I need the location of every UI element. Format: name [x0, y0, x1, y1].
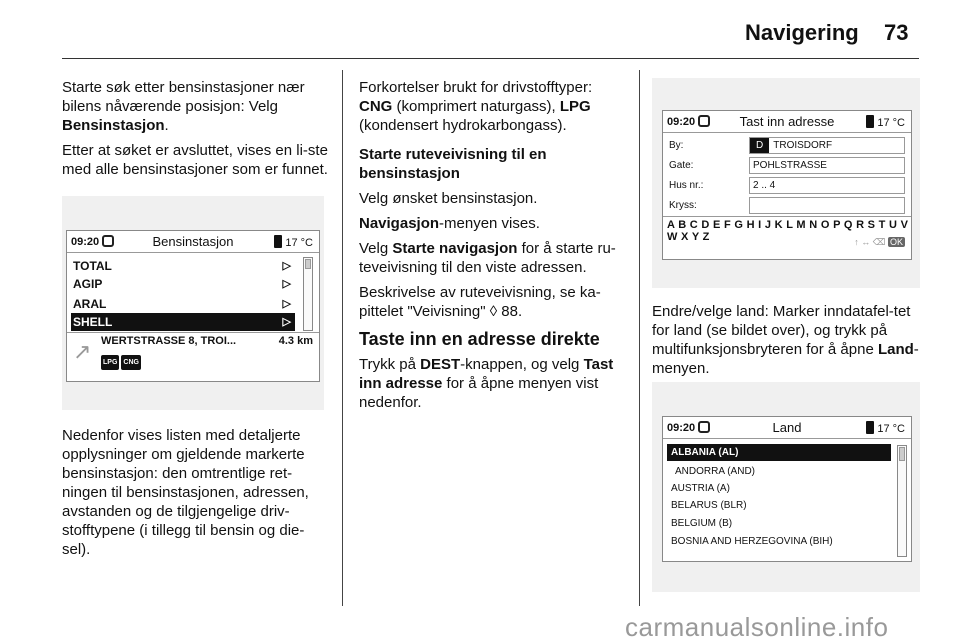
station-address: WERTSTRASSE 8, TROI... — [101, 335, 237, 347]
column-3 — [652, 302, 920, 384]
header-rule — [62, 58, 919, 59]
field-street[interactable]: Gate: POHLSTRASSE — [667, 157, 905, 175]
option-bensinstasjon: Bensinstasjon — [62, 117, 165, 134]
bensinstasjon-screen — [66, 230, 320, 382]
arrow-right-icon: ▷ — [282, 260, 291, 272]
paragraph-dest-button: Trykk på DEST-knappen, og velg Tast inn adresse for å åpne menyen vist nedenfor. — [359, 356, 614, 411]
status-bar: 09:20 Bensinstasjon 17 °C — [67, 231, 319, 253]
arrow-right-icon: ▷ — [282, 316, 291, 328]
screenshot-land — [652, 382, 920, 592]
address-entry-screen — [662, 110, 912, 260]
fuel-badge-lpg: LPG — [101, 355, 119, 370]
page-number: 73 — [884, 20, 909, 45]
paragraph-abbreviations: Forkortelser brukt for drivstofftyper: CNG (komprimert naturgass), LPG (kondensert hydrokarbongass). — [359, 79, 593, 134]
screenshot-tast-inn-adresse — [652, 78, 920, 288]
divider — [67, 332, 319, 333]
list-item-total[interactable]: TOTAL ▷ — [73, 259, 291, 273]
paragraph-details: Nedenfor vises listen med detaljerte opplysninger om gjeldende markerte bensinstasjon: den omtrentlige ret-ningen til bensinstasjonen, adressen, avstanden og de tilgjengelige driv-stofftypene (i tillegg til bensin og die-sel). — [62, 427, 309, 558]
scrollbar-thumb[interactable] — [305, 259, 311, 269]
paragraph-gas-search: Starte søk etter bensinstasjoner nær bilens nåværende posisjon: Velg Bensinstasjon. — [62, 79, 305, 134]
arrow-right-icon: ▷ — [282, 298, 291, 310]
speller-controls — [854, 237, 905, 248]
divider — [663, 216, 911, 217]
scrollbar[interactable] — [303, 257, 313, 331]
paragraph-list-shown: Etter at søket er avsluttet, vises en li-ste med alle bensinstasjoner som er funnet. — [62, 142, 328, 178]
screen-title: Tast inn adresse — [739, 114, 835, 129]
list-item-austria[interactable]: AUSTRIA (A) — [671, 483, 730, 494]
direction-arrow-icon: ↗ — [73, 339, 92, 364]
list-item-belarus[interactable]: BELARUS (BLR) — [671, 500, 747, 511]
scrollbar-thumb[interactable] — [899, 447, 905, 461]
phone-icon — [866, 421, 874, 434]
paragraph-route-description: Beskrivelse av ruteveivisning, se ka-pittelet "Veivisning" ◊ 88. — [359, 284, 601, 320]
field-crossing[interactable]: Kryss: — [667, 197, 905, 215]
alphabet-selector[interactable]: A B C D E F G H I J K L M N O P Q R S T U V W X Y Z — [667, 219, 909, 243]
list-item-belgium[interactable]: BELGIUM (B) — [671, 518, 733, 529]
phone-icon — [274, 235, 282, 248]
list-item-aral[interactable]: ARAL ▷ — [73, 297, 291, 311]
screen-title: Land — [772, 420, 802, 435]
fuel-badge-cng: CNG — [121, 355, 141, 370]
column-2 — [359, 78, 625, 418]
list-item-albania[interactable]: ALBANIA (AL) — [667, 444, 891, 461]
column-divider-1 — [342, 70, 343, 606]
paragraph-change-country: Endre/velge land: Marker inndatafel-tet for land (se bildet over), og trykk på multifunksjonsbryteren for å åpne Land-menyen. — [652, 303, 919, 377]
ok-button[interactable]: OK — [889, 237, 903, 247]
list-item-bosnia[interactable]: BOSNIA AND HERZEGOVINA (BIH) — [671, 536, 833, 547]
list-item-shell[interactable]: SHELL ▷ — [71, 313, 295, 331]
status-bar: 09:20 Land 17 °C — [663, 417, 911, 439]
list-item-agip[interactable]: AGIP ▷ — [73, 277, 291, 291]
heading-enter-address: Taste inn en adresse direkte — [359, 329, 600, 349]
list-item-andorra[interactable]: ANDORRA (AND) — [675, 466, 756, 477]
page-header-title: Navigering — [745, 20, 859, 45]
watermark-url: carmanualsonline.info — [625, 612, 889, 642]
arrow-up-icon[interactable]: ↑ — [854, 237, 859, 247]
screenshot-bensinstasjon — [62, 196, 324, 410]
column-1-bottom — [62, 426, 328, 565]
screen-title: Bensinstasjon — [152, 234, 234, 249]
scrollbar[interactable] — [897, 445, 907, 557]
field-house-number[interactable]: Hus nr.: 2 .. 4 — [667, 177, 905, 195]
field-city[interactable]: By: D TROISDORF — [667, 137, 905, 155]
status-bar: 09:20 Tast inn adresse 17 °C — [663, 111, 911, 133]
arrow-right-icon: ▷ — [282, 278, 291, 290]
fuel-types — [101, 355, 143, 370]
paragraph-nav-menu: Navigasjon-menyen vises. — [359, 215, 540, 232]
text-cursor: D — [750, 138, 769, 153]
column-divider-2 — [639, 70, 640, 606]
heading-start-route: Starte ruteveivisning til en bensinstasjon — [359, 146, 547, 182]
paragraph-start-navigation: Velg Starte navigasjon for å starte ru-teveivisning til den viste adressen. — [359, 240, 616, 276]
arrows-horizontal-icon[interactable]: ↔ — [861, 237, 871, 247]
phone-icon — [866, 115, 874, 128]
country-screen — [662, 416, 912, 562]
paragraph-select-station: Velg ønsket bensinstasjon. — [359, 190, 538, 207]
backspace-icon[interactable]: ⌫ — [872, 237, 886, 247]
column-1-top — [62, 78, 328, 185]
station-distance: 4.3 km — [278, 335, 313, 347]
